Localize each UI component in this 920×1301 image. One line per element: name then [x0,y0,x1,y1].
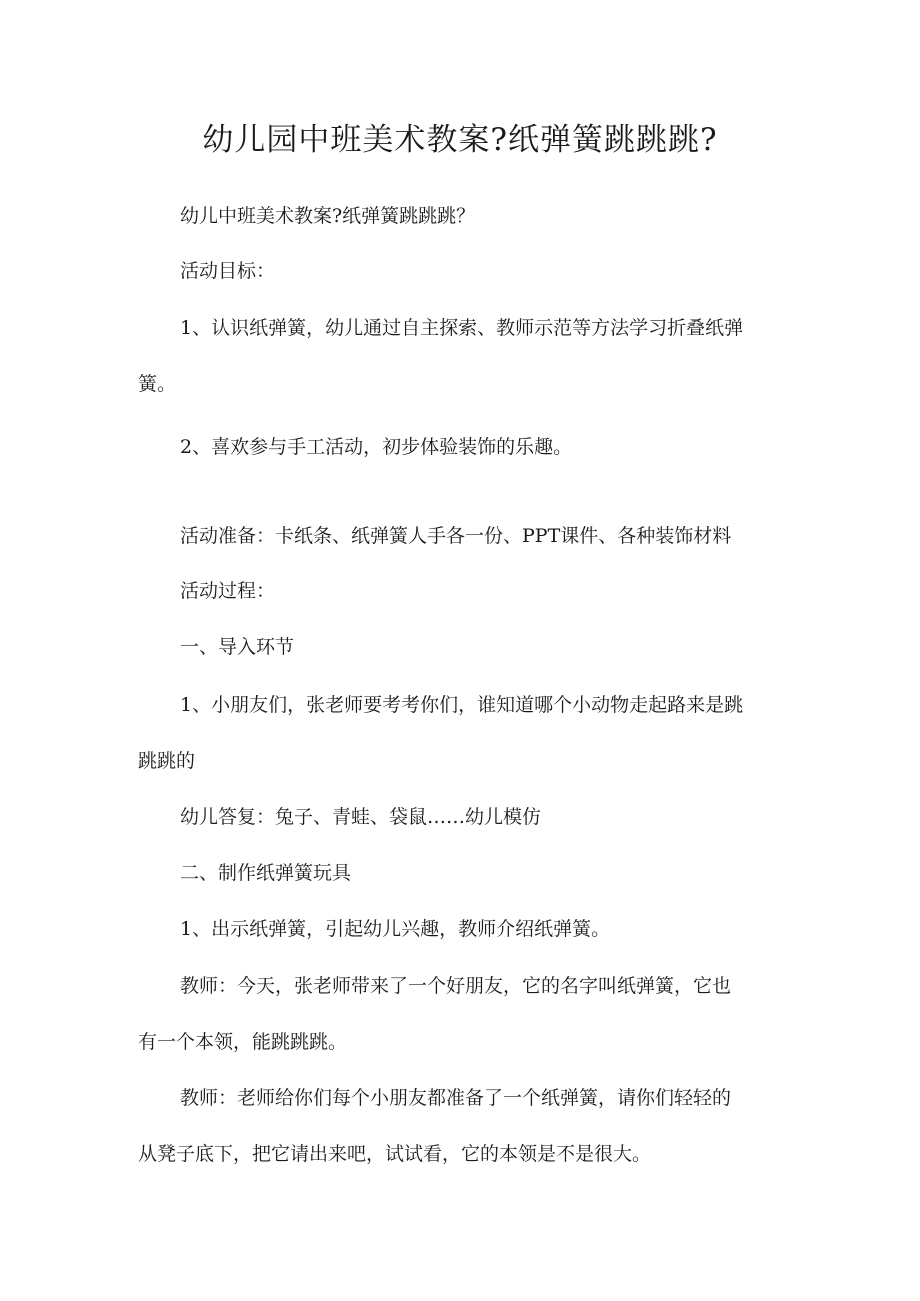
goal-2-paragraph [138,419,778,475]
teacher-1-paragraph [138,958,778,1070]
process-heading-text: 活动过程： [180,580,276,602]
goal-1-line1: 1、认识纸弹簧，幼儿通过自主探索、教师示范等方法学习折叠纸弹 [180,317,744,339]
goal-heading [138,243,778,299]
step-2-paragraph [138,901,778,957]
children-answer-paragraph [138,789,778,845]
preparation-text: 活动准备：卡纸条、纸弹簧人手各一份、PPT课件、各种装饰材料 [180,525,732,547]
children-answer-text: 幼儿答复：兔子、青蛙、袋鼠……幼儿模仿 [180,806,542,828]
section-1-heading [138,619,778,675]
teacher-2-paragraph [138,1070,778,1182]
step-2-text: 1、出示纸弹簧，引起幼儿兴趣，教师介绍纸弹簧。 [180,918,611,940]
preparation-paragraph [138,508,778,564]
step-1-line2: 跳跳的 [138,750,196,772]
document-title: 幼儿园中班美术教案?纸弹簧跳跳跳? [202,122,718,158]
teacher-2-line2: 从凳子底下，把它请出来吧，试试看，它的本领是不是很大。 [138,1143,652,1165]
goal-1-line2: 簧。 [138,373,177,395]
teacher-1-line2: 有一个本领，能跳跳跳。 [138,1031,348,1053]
step-1-paragraph [138,677,778,789]
process-heading [138,563,778,619]
section-2-text: 二、制作纸弹簧玩具 [180,862,352,884]
goal-1-paragraph [138,300,778,412]
section-1-text: 一、导入环节 [180,636,295,658]
teacher-2-line1: 教师：老师给你们每个小朋友都准备了一个纸弹簧，请你们轻轻的 [180,1087,732,1109]
teacher-1-line1: 教师：今天，张老师带来了一个好朋友，它的名字叫纸弹簧，它也 [180,975,732,997]
section-2-heading [138,845,778,901]
subtitle-paragraph [138,188,778,244]
goal-2-text: 2、喜欢参与手工活动，初步体验装饰的乐趣。 [180,436,573,458]
subtitle-text: 幼儿中班美术教案?纸弹簧跳跳跳？ [180,205,476,227]
step-1-line1: 1、小朋友们，张老师要考考你们，谁知道哪个小动物走起路来是跳 [180,694,744,716]
goal-heading-text: 活动目标： [180,260,276,282]
